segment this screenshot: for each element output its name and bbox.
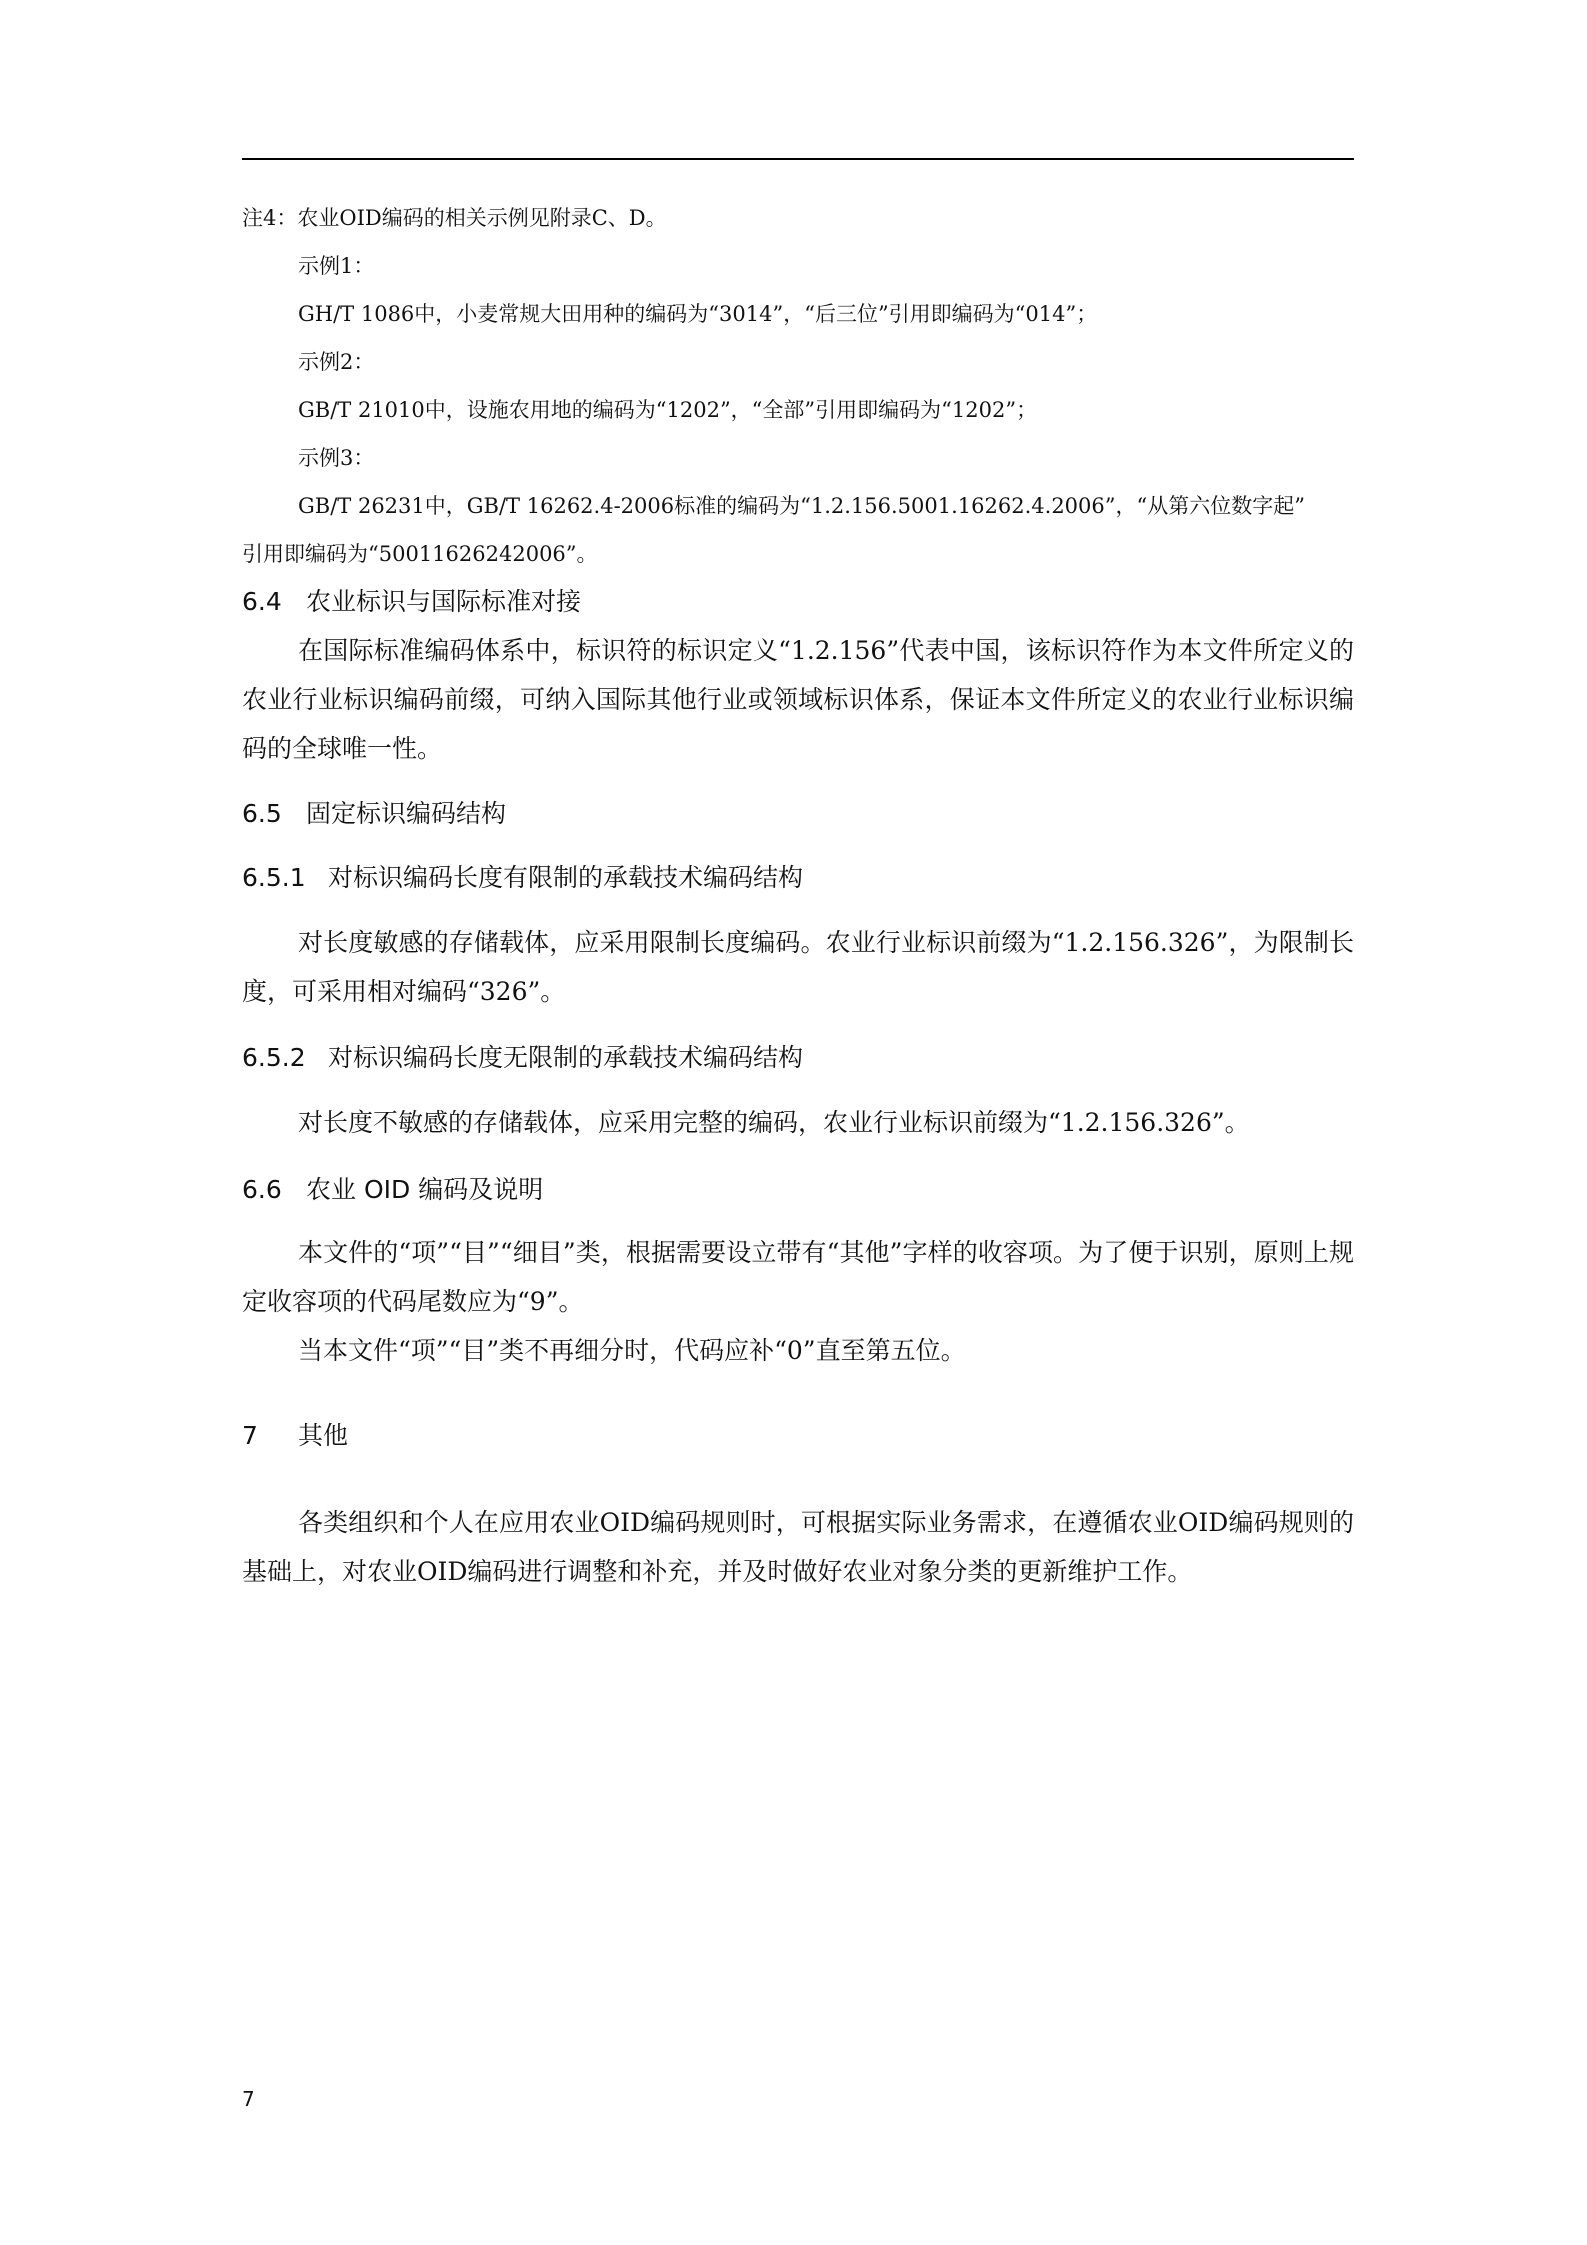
- example-3-label: 示例3：: [298, 446, 375, 470]
- section-6-4-paragraph: 在国际标准编码体系中，标识符的标识定义“1.2.156”代表中国，该标识符作为本文件所定义的农业行业标识编码前缀，可纳入国际其他行业或领域标识体系，保证本文件所定义的农业行业标识编码的全球唯一性。: [242, 636, 1354, 763]
- example-3-text-line1: GB/T 26231中，GB/T 16262.4-2006标准的编码为“1.2.156.5001.16262.4.2006”，“从第六位数字起”: [298, 494, 1305, 518]
- example-3-text-line2: 引用即编码为“50011626242006”。: [242, 542, 598, 566]
- section-7-heading: [242, 1412, 1354, 1460]
- section-6-5-title: 固定标识编码结构: [306, 799, 507, 828]
- section-7-number: 7: [242, 1421, 258, 1450]
- header-rule: [242, 158, 1354, 160]
- section-6-5-1-number: 6.5.1: [242, 863, 306, 892]
- example-1-text: GH/T 1086中，小麦常规大田用种的编码为“3014”，“后三位”引用即编码为“014”；: [298, 302, 1098, 326]
- page-number: 7: [242, 2087, 255, 2111]
- section-6-6-title: 农业 OID 编码及说明: [306, 1175, 544, 1204]
- section-6-5-2-heading: [242, 1034, 1354, 1082]
- section-6-5-number: 6.5: [242, 799, 282, 828]
- example-1-label: 示例1：: [298, 254, 375, 278]
- section-6-4-title: 农业标识与国际标准对接: [306, 587, 582, 616]
- section-6-5-2-title: 对标识编码长度无限制的承载技术编码结构: [328, 1043, 804, 1072]
- section-6-5-1-heading: [242, 854, 1354, 902]
- section-6-4-number: 6.4: [242, 587, 282, 616]
- note-4: 注4：农业OID编码的相关示例见附录C、D。: [242, 206, 667, 230]
- section-6-6-paragraph-2: 当本文件“项”“目”类不再细分时，代码应补“0”直至第五位。: [298, 1336, 966, 1365]
- section-6-5-1-paragraph: 对长度敏感的存储载体，应采用限制长度编码。农业行业标识前缀为“1.2.156.326”，为限制长度，可采用相对编码“326”。: [242, 928, 1354, 1006]
- section-6-5-1-title: 对标识编码长度有限制的承载技术编码结构: [328, 863, 804, 892]
- example-2-label: 示例2：: [298, 350, 375, 374]
- section-6-5-2-number: 6.5.2: [242, 1043, 306, 1072]
- section-6-5-2-paragraph: 对长度不敏感的存储载体，应采用完整的编码，农业行业标识前缀为“1.2.156.326”。: [298, 1108, 1250, 1137]
- section-6-5-heading: [242, 790, 1354, 838]
- section-6-6-number: 6.6: [242, 1175, 282, 1204]
- section-6-6-heading: [242, 1166, 1354, 1214]
- section-6-4-heading: [242, 578, 1354, 626]
- section-7-title: 其他: [298, 1421, 349, 1450]
- example-2-text: GB/T 21010中，设施农用地的编码为“1202”，“全部”引用即编码为“1202”；: [298, 398, 1038, 422]
- section-6-6-paragraph-1: 本文件的“项”“目”“细目”类，根据需要设立带有“其他”字样的收容项。为了便于识别，原则上规定收容项的代码尾数应为“9”。: [242, 1238, 1354, 1316]
- section-7-paragraph: 各类组织和个人在应用农业OID编码规则时，可根据实际业务需求，在遵循农业OID编码规则的基础上，对农业OID编码进行调整和补充，并及时做好农业对象分类的更新维护工作。: [242, 1508, 1354, 1586]
